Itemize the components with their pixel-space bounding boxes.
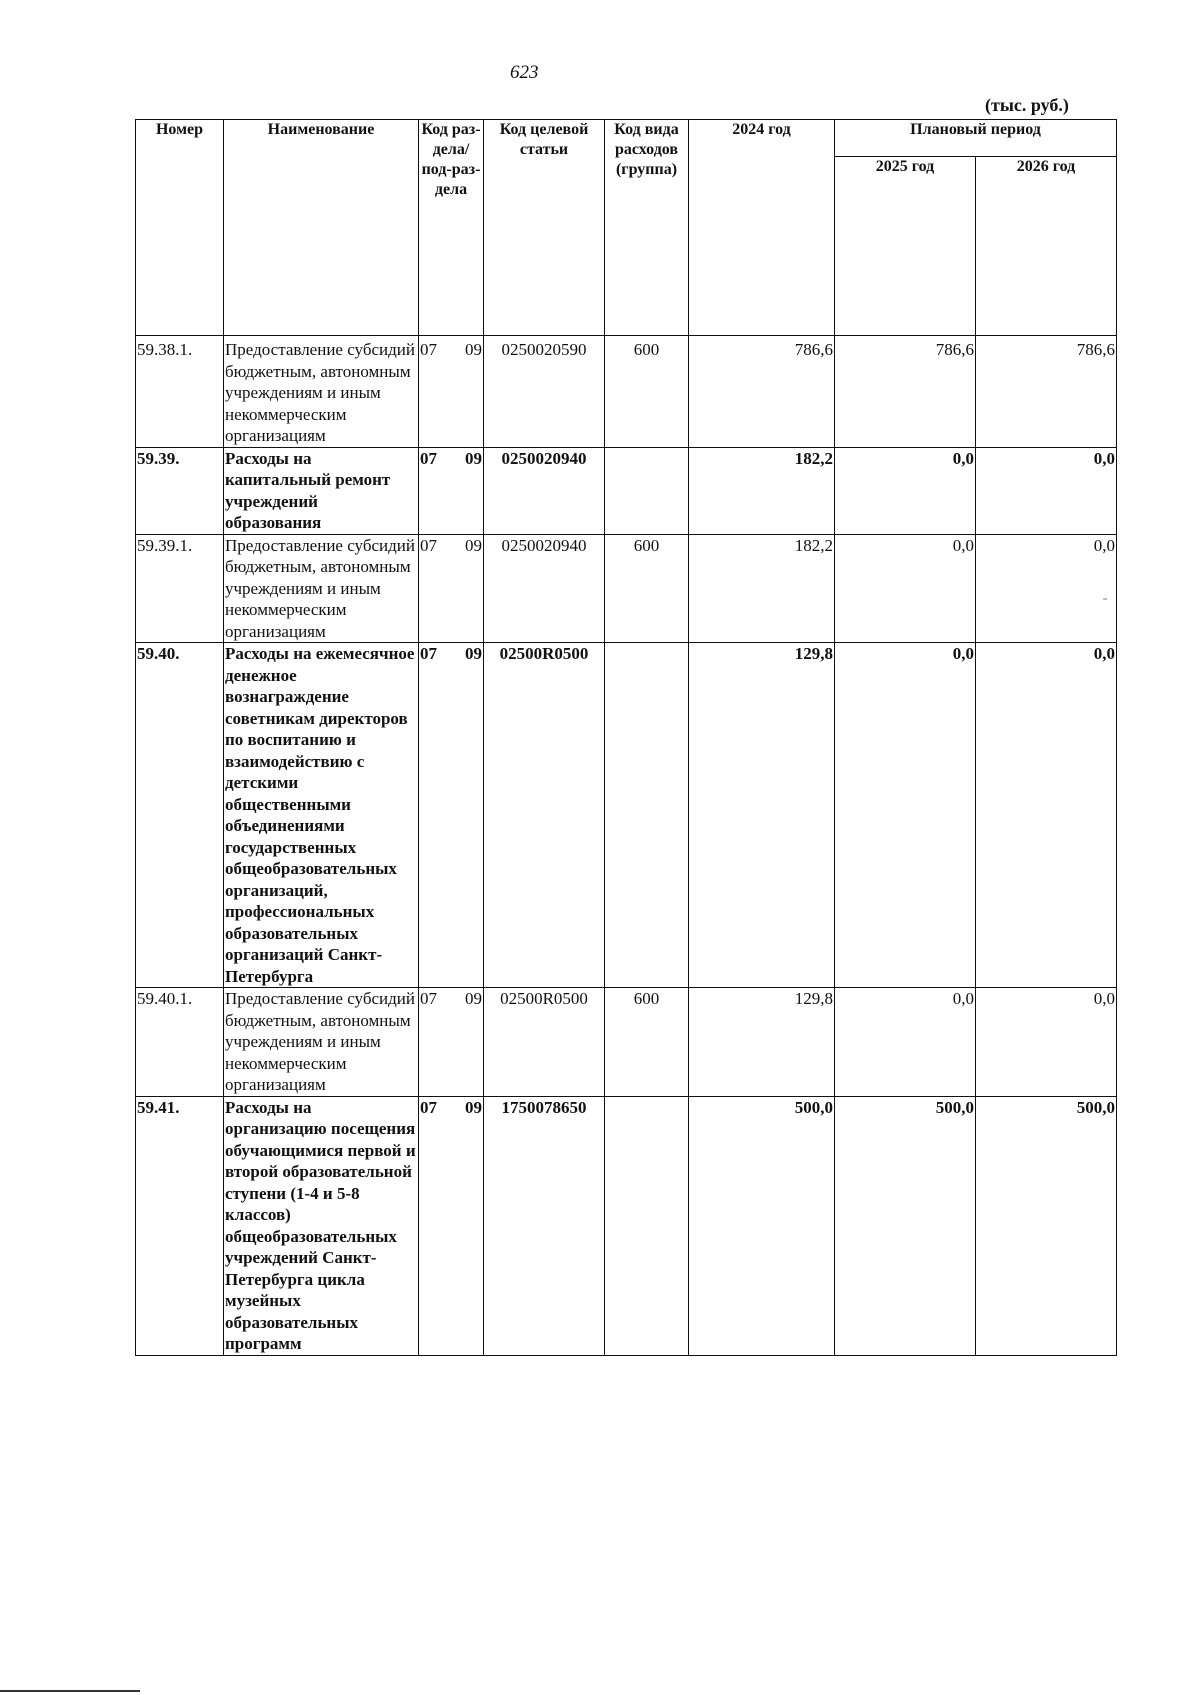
row-number: 59.38.1. — [136, 336, 224, 448]
row-number: 59.40.1. — [136, 988, 224, 1097]
row-name: Расходы на капитальный ремонт учреждений образования — [224, 447, 419, 534]
row-value-2026: 0,0 — [976, 643, 1117, 988]
row-expense-type — [605, 1096, 689, 1355]
section-code: 07 — [420, 989, 437, 1008]
section-code: 07 — [420, 1097, 437, 1117]
row-value-2025: 0,0 — [835, 643, 976, 988]
header-year-2025: 2025 год — [835, 157, 976, 336]
row-expense-type: 600 — [605, 534, 689, 643]
row-number: 59.41. — [136, 1096, 224, 1355]
table-row — [136, 643, 1117, 988]
row-target-code: 0250020940 — [484, 447, 605, 534]
table-row — [136, 447, 1117, 534]
row-value-2024: 182,2 — [689, 447, 835, 534]
page-number: 623 — [510, 62, 539, 83]
row-name: Предоставление субсидий бюджетным, автономным учреждениям и иным некоммерческим организациям — [224, 534, 419, 643]
subsection-code: 09 — [465, 535, 482, 555]
row-value-2025: 786,6 — [835, 336, 976, 448]
table-row — [136, 988, 1117, 1097]
row-expense-type: 600 — [605, 336, 689, 448]
row-section-code — [419, 643, 484, 988]
row-number: 59.39. — [136, 447, 224, 534]
section-code: 07 — [420, 340, 437, 359]
row-value-2026: 500,0 — [976, 1096, 1117, 1355]
row-value-2026: 0,0 — [976, 447, 1117, 534]
row-value-2025: 0,0 — [835, 534, 976, 643]
row-value-2025: 0,0 — [835, 988, 976, 1097]
header-expense-type: Код вида расходов (группа) — [605, 120, 689, 336]
subsection-code: 09 — [465, 340, 482, 359]
subsection-code: 09 — [465, 448, 482, 468]
row-value-2024: 786,6 — [689, 336, 835, 448]
row-value-2025: 500,0 — [835, 1096, 976, 1355]
row-name: Предоставление субсидий бюджетным, автономным учреждениям и иным некоммерческим организациям — [224, 336, 419, 448]
row-section-code — [419, 447, 484, 534]
header-section-code: Код раз-дела/ под-раз-дела — [419, 120, 484, 336]
header-year-2026: 2026 год — [976, 157, 1117, 336]
subsection-code: 09 — [465, 989, 482, 1008]
header-planned-period: Плановый период — [835, 120, 1117, 157]
row-section-code — [419, 534, 484, 643]
row-expense-type — [605, 447, 689, 534]
budget-table — [135, 119, 1117, 1356]
row-expense-type: 600 — [605, 988, 689, 1097]
section-code: 07 — [420, 448, 437, 468]
header-name: Наименование — [224, 120, 419, 336]
units-label: (тыс. руб.) — [985, 95, 1069, 115]
header-target-code: Код целевой статьи — [484, 120, 605, 336]
table-header — [136, 120, 1117, 336]
row-target-code: 0250020940 — [484, 534, 605, 643]
row-value-2024: 500,0 — [689, 1096, 835, 1355]
table-body — [136, 336, 1117, 1356]
row-name: Предоставление субсидий бюджетным, автономным учреждениям и иным некоммерческим организациям — [224, 988, 419, 1097]
header-number: Номер — [136, 120, 224, 336]
footer-rule — [0, 1690, 140, 1692]
row-target-code: 02500R0500 — [484, 643, 605, 988]
row-expense-type — [605, 643, 689, 988]
row-value-2026: 0,0 — [976, 534, 1117, 643]
row-name: Расходы на организацию посещения обучающимися первой и второй образовательной ступени (1-4 и 5-8 классов) общеобразовательных учреждений Санкт-Петербурга цикла музейных образовательных программ — [224, 1096, 419, 1355]
row-value-2026: 0,0 — [976, 988, 1117, 1097]
table-row — [136, 534, 1117, 643]
table-row — [136, 1096, 1117, 1355]
header-year-2024: 2024 год — [689, 120, 835, 336]
row-value-2026: 786,6 — [976, 336, 1117, 448]
row-section-code — [419, 988, 484, 1097]
row-number: 59.40. — [136, 643, 224, 988]
row-value-2024: 129,8 — [689, 643, 835, 988]
row-name: Расходы на ежемесячное денежное вознаграждение советникам директоров по воспитанию и взаимодействию с детскими общественными объединениями государственных общеобразовательных организаций, профессиональных образовательных организаций Санкт-Петербурга — [224, 643, 419, 988]
section-code: 07 — [420, 644, 437, 663]
subsection-code: 09 — [465, 1097, 482, 1117]
row-value-2024: 129,8 — [689, 988, 835, 1097]
row-target-code: 1750078650 — [484, 1096, 605, 1355]
row-value-2024: 182,2 — [689, 534, 835, 643]
row-section-code — [419, 336, 484, 448]
subsection-code: 09 — [465, 644, 482, 663]
row-section-code — [419, 1096, 484, 1355]
row-target-code: 02500R0500 — [484, 988, 605, 1097]
row-value-2025: 0,0 — [835, 447, 976, 534]
row-number: 59.39.1. — [136, 534, 224, 643]
section-code: 07 — [420, 535, 437, 555]
row-target-code: 0250020590 — [484, 336, 605, 448]
table-row — [136, 336, 1117, 448]
scan-speck — [1103, 598, 1107, 600]
